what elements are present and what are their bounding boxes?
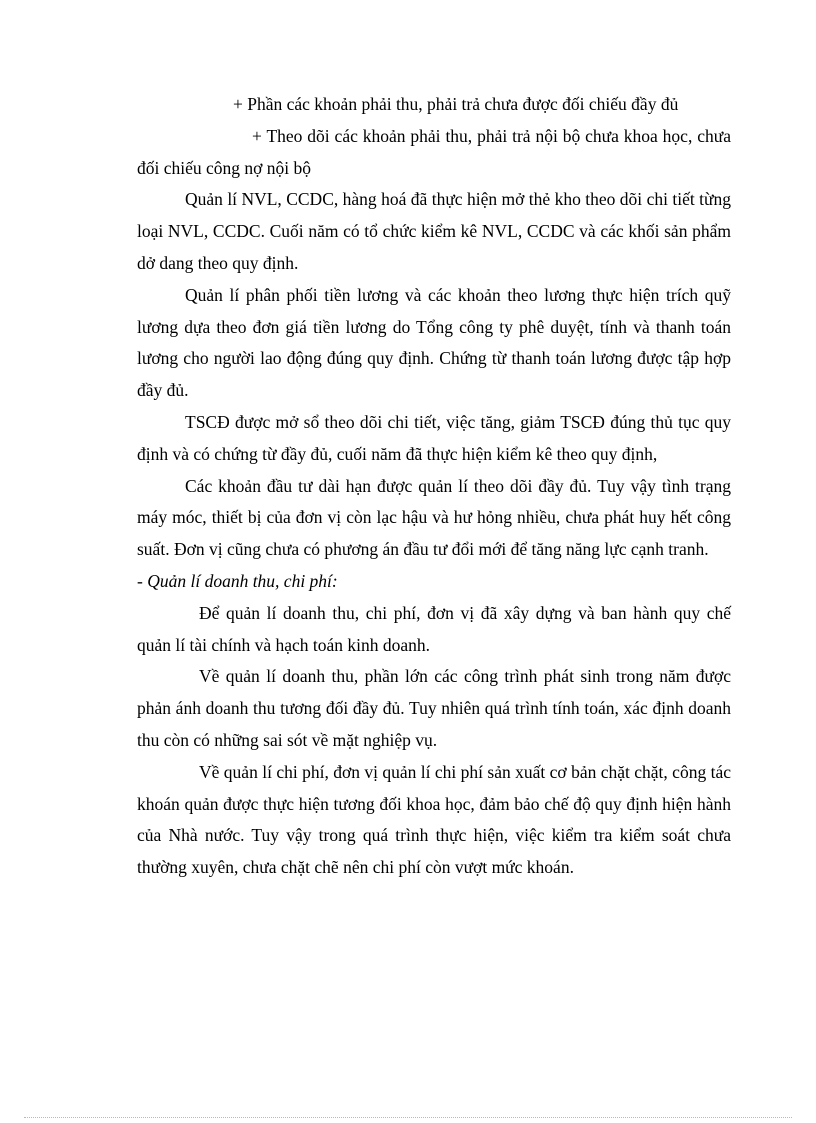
internal-receivables-line: + Theo dõi các khoản phải thu, phải trả nội bộ chưa khoa học, chưa đối chiếu công nợ nội bộ	[137, 125, 731, 178]
cost-management-paragraph: Về quản lí chi phí, đơn vị quản lí chi phí sản xuất cơ bản chặt chặt, công tác khoán quản được thực hiện tương đối khoa học, đảm bảo chế độ quy định hiện hành của Nhà nước. Tuy vậy trong quá trình thực hiện, việc kiểm tra kiểm soát chưa thường xuyên, chưa chặt chẽ nên chi phí còn vượt mức khoán.	[137, 761, 731, 878]
receivables-not-reconciled-line: + Phần các khoản phải thu, phải trả chưa được đối chiếu đầy đủ	[233, 94, 679, 114]
page-bottom-divider	[24, 1117, 792, 1118]
revenue-cost-heading: - Quản lí doanh thu, chi phí:	[137, 570, 338, 591]
document-body	[137, 89, 731, 884]
fixed-assets-paragraph: TSCĐ được mở sổ theo dõi chi tiết, việc tăng, giảm TSCĐ đúng thủ tục quy định và có chứng từ đầy đủ, cuối năm đã thực hiện kiểm kê theo quy định,	[137, 411, 731, 464]
materials-management-paragraph: Quản lí NVL, CCDC, hàng hoá đã thực hiện mở thẻ kho theo dõi chi tiết từng loại NVL, CCDC. Cuối năm có tổ chức kiểm kê NVL, CCDC và các khối sản phẩm dở dang theo quy định.	[137, 189, 731, 273]
revenue-cost-regulation-paragraph: Để quản lí doanh thu, chi phí, đơn vị đã xây dựng và ban hành quy chế quản lí tài chính và hạch toán kinh doanh.	[137, 602, 731, 655]
long-term-investment-paragraph: Các khoản đầu tư dài hạn được quản lí theo dõi đầy đủ. Tuy vậy tình trạng máy móc, thiết bị của đơn vị còn lạc hậu và hư hỏng nhiều, chưa phát huy hết công suất. Đơn vị cũng chưa có phương án đầu tư đổi mới để tăng năng lực cạnh tranh.	[137, 475, 731, 560]
revenue-management-paragraph: Về quản lí doanh thu, phần lớn các công trình phát sinh trong năm được phản ánh doanh thu tương đối đầy đủ. Tuy nhiên quá trình tính toán, xác định doanh thu còn có những sai sót về mặt nghiệp vụ.	[137, 666, 731, 750]
payroll-management-paragraph: Quản lí phân phối tiền lương và các khoản theo lương thực hiện trích quỹ lương dựa theo đơn giá tiền lương do Tổng công ty phê duyệt, tính và thanh toán lương cho người lao động đúng quy định. Chứng từ thanh toán lương được tập hợp đầy đủ.	[137, 284, 731, 401]
